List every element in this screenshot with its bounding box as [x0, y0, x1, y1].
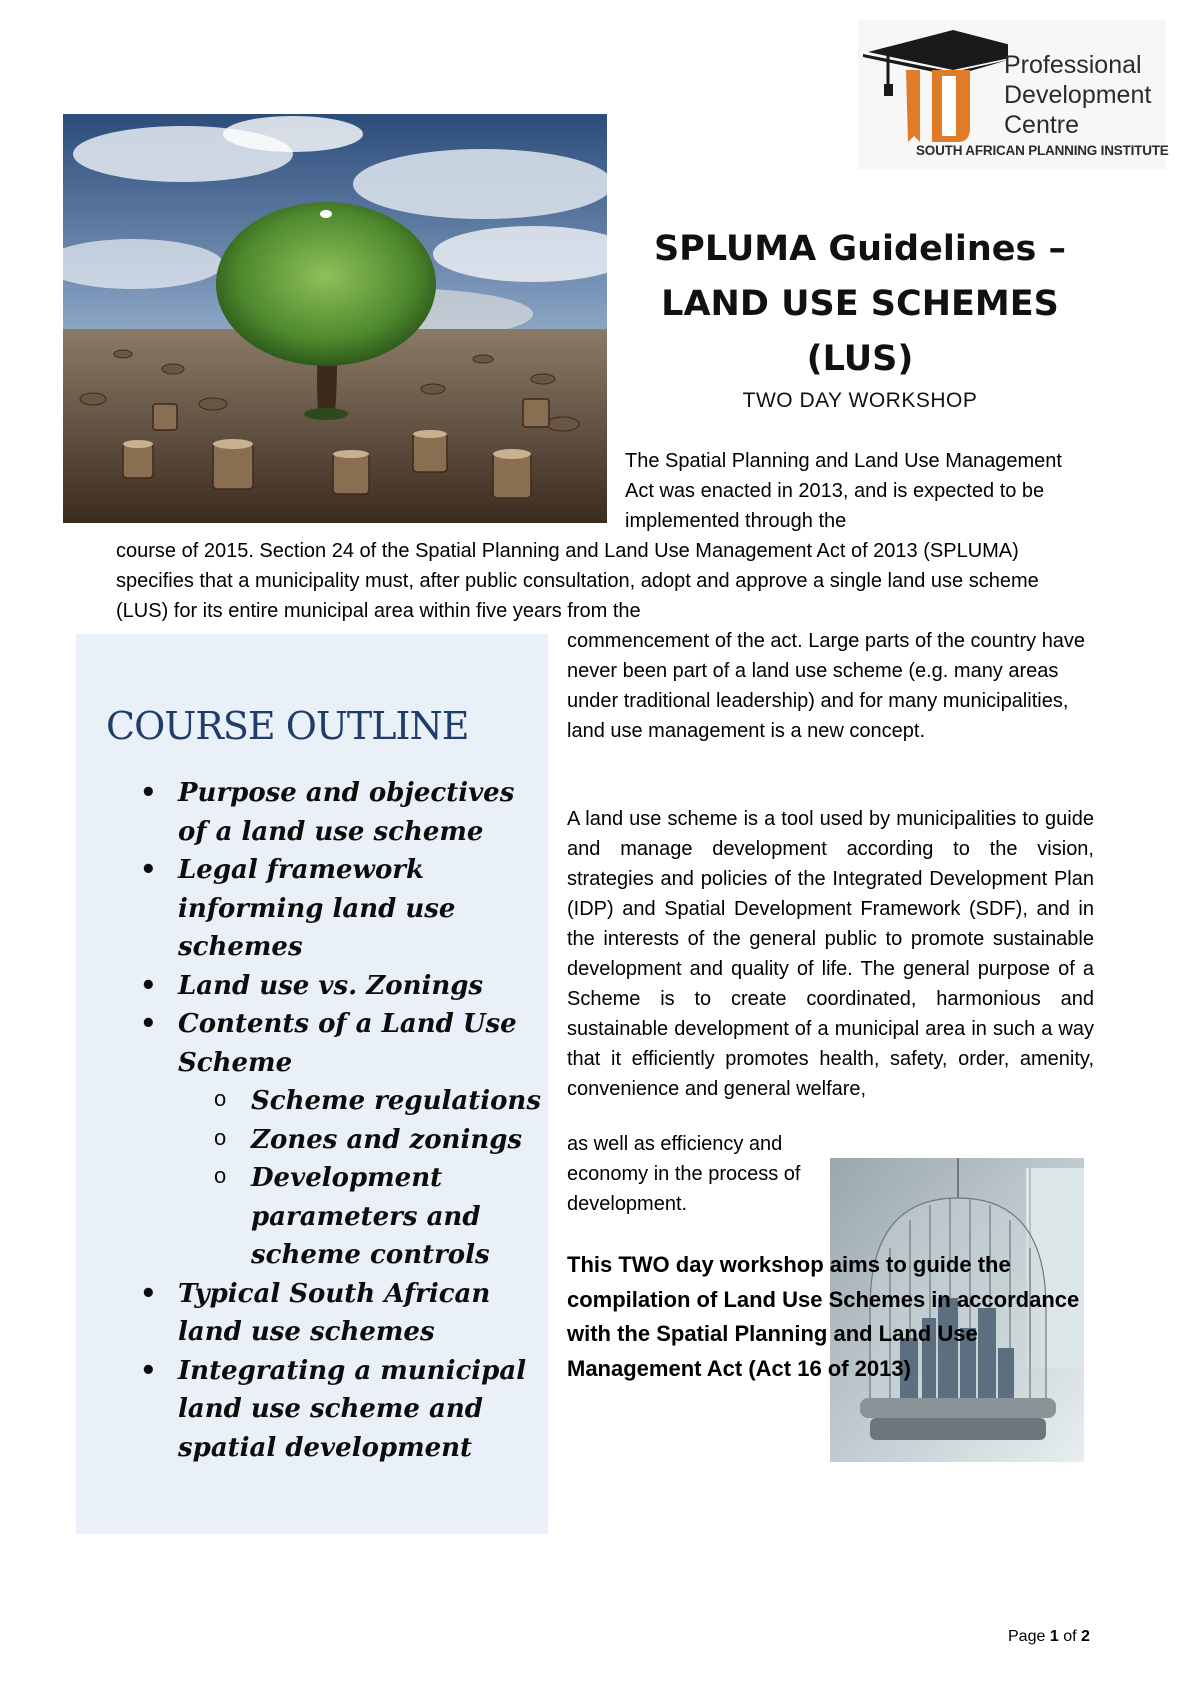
intro-paragraph-part3: commencement of the act. Large parts of the country have never been part of a land use scheme (e.g. many areas under traditional leadership) and for many municipalities, land use management is a new concept.: [567, 630, 1086, 742]
tree-photo: [63, 114, 607, 523]
outline-item: • Purpose and objectives of a land use scheme: [106, 774, 546, 851]
page-total: 2: [1080, 1628, 1090, 1645]
title-block: [620, 222, 1100, 413]
intro-paragraph-part1: The Spatial Planning and Land Use Management Act was enacted in 2013, and is expected to be implemented through the: [625, 450, 1062, 532]
page-subtitle: TWO DAY WORKSHOP: [742, 389, 978, 412]
outline-subitem: o Zones and zonings: [106, 1121, 546, 1160]
outline-item: • Land use vs. Zonings: [106, 967, 546, 1006]
workshop-aim: This TWO day workshop aims to guide the compilation of Land Use Schemes in accordance with the Spatial Planning and Land Use Management Act (Act 16 of 2013): [567, 1252, 1080, 1381]
pdc-logo: [858, 20, 1169, 170]
outline-subitem: o Development parameters and scheme controls: [106, 1159, 546, 1275]
definition-paragraph-tail: as well as efficiency and economy in the process of development.: [567, 1133, 801, 1215]
outline-item: • Typical South African land use schemes: [106, 1275, 546, 1352]
mortarboard-logo-icon: [858, 24, 1008, 144]
page-label: Page: [1008, 1628, 1046, 1645]
page-number: [1008, 1628, 1090, 1646]
page-title: SPLUMA Guidelines – LAND USE SCHEMES (LUS): [653, 229, 1067, 379]
definition-paragraph: A land use scheme is a tool used by municipalities to guide and manage development according to the vision, strategies and policies of the Integrated Development Plan (IDP) and Spatial Development Framework (SDF), and in the interests of the general public to promote sustainable development and quality of life. The general purpose of a Scheme is to create coordinated, harmonious and sustainable development of a municipal area in such a way that it efficiently promotes health, safety, order, amenity, convenience and general welfare,: [567, 808, 1094, 1100]
outline-item: • Integrating a municipal land use scheme and spatial development: [106, 1352, 546, 1468]
intro-paragraph-part2: course of 2015. Section 24 of the Spatial Planning and Land Use Management Act of 2013 (SPLUMA) specifies that a municipality must, after public consultation, adopt and approve a single land use scheme (LUS) for its entire municipal area within five years from the: [116, 540, 1039, 622]
page-current: 1: [1049, 1628, 1059, 1645]
course-outline-list: [106, 774, 546, 1467]
course-outline-heading: COURSE OUTLINE: [106, 704, 469, 748]
outline-item: • Legal framework informing land use schemes: [106, 851, 546, 967]
tree-stumps-image: [63, 114, 607, 523]
page-of-label: of: [1063, 1628, 1077, 1645]
course-outline-panel: [76, 634, 548, 1534]
logo-institute-name: SOUTH AFRICAN PLANNING INSTITUTE: [916, 143, 1169, 158]
logo-org-name: Professional Development Centre: [1004, 51, 1152, 139]
outline-item: • Contents of a Land Use Scheme: [106, 1005, 546, 1082]
outline-subitem: o Scheme regulations: [106, 1082, 546, 1121]
